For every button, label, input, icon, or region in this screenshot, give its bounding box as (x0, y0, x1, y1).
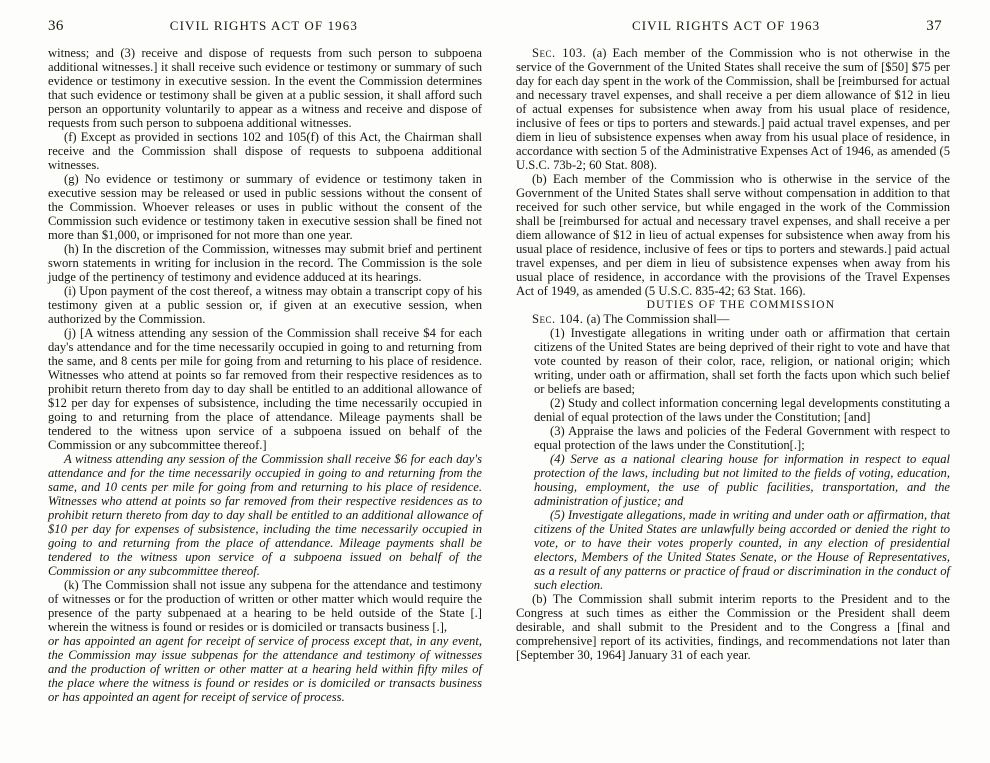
section-label: Sec. 103. (532, 46, 587, 60)
running-head-left: CIVIL RIGHTS ACT OF 1963 (169, 18, 358, 33)
paragraph-italic: A witness attending any session of the Commission shall receive $6 for each day's attendance and for the time necessarily occupied in going to and returning from the same, and 10 cents per mile for going from and returning to his place of residence. Witnesses who attend at points so far removed from their respective residences as to prohibit return thereto from day to day shall be entitled to an additional allowance of $10 per day for expenses of subsistence, including the time necessarily occupied in going to and returning from the place of attendance. Mileage payments shall be tendered to the witness upon service of a subpoena issued on behalf of the Commission or any subcommittee thereof. (48, 452, 482, 578)
paragraph: (j) [A witness attending any session of the Commission shall receive $4 for each day's attendance and for the time necessarily occupied in going to and returning from the same, and 8 cents per mile for going from and returning to his place of residence. Witnesses who attend at points so far removed from their respective residences as to prohibit return thereto from day to day shall be entitled to an additional allowance of $12 per day for expenses of subsistence, including the time necessarily occupied in going to and returning from the place of attendance. Mileage payments shall be tendered to the witness upon service of a subpoena issued on behalf of the Commission or any subcommittee thereof.] (48, 326, 482, 452)
paragraph: (f) Except as provided in sections 102 and 105(f) of this Act, the Chairman shall receive and the Commission shall dispose of requests to subpoena additional witnesses. (48, 130, 482, 172)
paragraph-italic: or has appointed an agent for receipt of service of process except that, in any event, the Commission may issue subpenas for the attendance and testimony of witnesses and the production of written or other matter at a hearing held within fifty miles of the place where the witness is found or resides or is domiciled or transacts business or has appointed an agent for receipt of service of process. (48, 634, 482, 704)
folio-left: 36 (48, 18, 64, 34)
section-label: Sec. 104. (532, 312, 584, 326)
folio-right: 37 (926, 18, 942, 34)
paragraph-subitem: (3) Appraise the laws and policies of the Federal Government with respect to equal protection of the laws under the Constitution[.]; (534, 424, 950, 452)
header-left (48, 18, 478, 35)
section-text: (a) Each member of the Commission who is not otherwise in the service of the Government of the United States shall receive the sum of [$50] $75 per day for each day spent in the work of the Commission, shall be [reimbursed for actual and necessary travel expenses, and shall receive a per diem allowance of $12 in lieu of actual expenses for subsistence when away from his usual place of residence, inclusive of fees or tips to porters and stewards.] paid actual travel expenses, and per diem in lieu of subsistence expenses when away from his usual place of residence, in accordance with section 5 of the Administrative Expenses Act of 1946, as amended (5 U.S.C. 73b-2; 60 Stat. 808). (516, 46, 950, 172)
two-column-body (48, 46, 950, 735)
paragraph-sec-103a (516, 46, 950, 172)
page-header (48, 18, 942, 38)
section-heading-duties: DUTIES OF THE COMMISSION (646, 299, 836, 311)
paragraph: (h) In the discretion of the Commission, witnesses may submit brief and pertinent sworn statements in writing for inclusion in the record. The Commission is the sole judge of the pertinency of testimony and evidence adduced at its hearings. (48, 242, 482, 284)
paragraph-subitem-italic: (5) Investigate allegations, made in writing and under oath or affirmation, that citizens of the United States are unlawfully being accorded or denied the right to vote, or to have their votes properly counted, in any election of presidential electors, Members of the United States Senate, or the House of Representatives, as a result of any patterns or practice of fraud or discrimination in the conduct of such election. (534, 508, 950, 592)
paragraph-subitem: (2) Study and collect information concerning legal developments constituting a denial of equal protection of the laws under the Constitution; [and] (534, 396, 950, 424)
left-column (48, 46, 482, 735)
paragraph-subitem: (1) Investigate allegations in writing under oath or affirmation that certain citizens of the United States are being deprived of their right to vote and have that vote counted by reason of their color, race, religion, or national origin; which writing, under oath or affirmation, shall set forth the facts upon which such belief or beliefs are based; (534, 326, 950, 396)
paragraph-subitem-italic: (4) Serve as a national clearing house for information in respect to equal protection of the laws, including but not limited to the fields of voting, education, housing, employment, the use of public facilities, transportation, and the administration of justice; and (534, 452, 950, 508)
paragraph: (b) Each member of the Commission who is otherwise in the service of the Government of the United States shall serve without compensation in addition to that received for such other service, but while engaged in the work of the Commission shall be [reimbursed for actual and necessary travel expenses, and shall receive a per diem allowance of $12 in lieu of actual expenses for subsistence when away from his usual place of residence, inclusive of fees or tips to porters and stewards.] paid actual travel expenses, and per diem in lieu of subsistence expenses when away from his usual place of residence, in accordance with the provisions of the Travel Expenses Act of 1949, as amended (5 U.S.C. 835-42; 63 Stat. 166). (516, 172, 950, 298)
paragraph: witness; and (3) receive and dispose of requests from such person to subpoena additional witnesses.] it shall receive such evidence or testimony or summary of such evidence or testimony in executive session. In the event the Commission determines that such evidence or testimony shall be given at a public session, it shall afford such person an opportunity voluntarily to appear as a witness and receive and dispose of requests from such person to subpoena additional witnesses. (48, 46, 482, 130)
paragraph: (k) The Commission shall not issue any subpena for the attendance and testimony of witnesses or for the production of written or other matter which would require the presence of the party subpenaed at a hearing to be held outside of the State [.] wherein the witness is found or resides or is domiciled or transacts business [.], (48, 578, 482, 634)
paragraph: (g) No evidence or testimony or summary of evidence or testimony taken in executive session may be released or used in public sessions without the consent of the Commission. Whoever releases or uses in public without the consent of the Commission such evidence or testimony taken in executive session shall be fined not more than $1,000, or imprisoned for not more than one year. (48, 172, 482, 242)
paragraph: (i) Upon payment of the cost thereof, a witness may obtain a transcript copy of his testimony given at a public session or, if given at an executive session, when authorized by the Commission. (48, 284, 482, 326)
running-head-right: CIVIL RIGHTS ACT OF 1963 (631, 18, 821, 33)
paragraph-sec-104a (516, 312, 950, 326)
header-right (512, 18, 942, 35)
paragraph: (b) The Commission shall submit interim reports to the President and to the Congress at such times as either the Commission or the President shall deem desirable, and shall submit to the President and to the Congress a [final and comprehensive] report of its activities, findings, and recommendations not later than [September 30, 1964] January 31 of each year. (516, 592, 950, 662)
right-column (516, 46, 950, 735)
section-text: (a) The Commission shall— (586, 312, 730, 326)
